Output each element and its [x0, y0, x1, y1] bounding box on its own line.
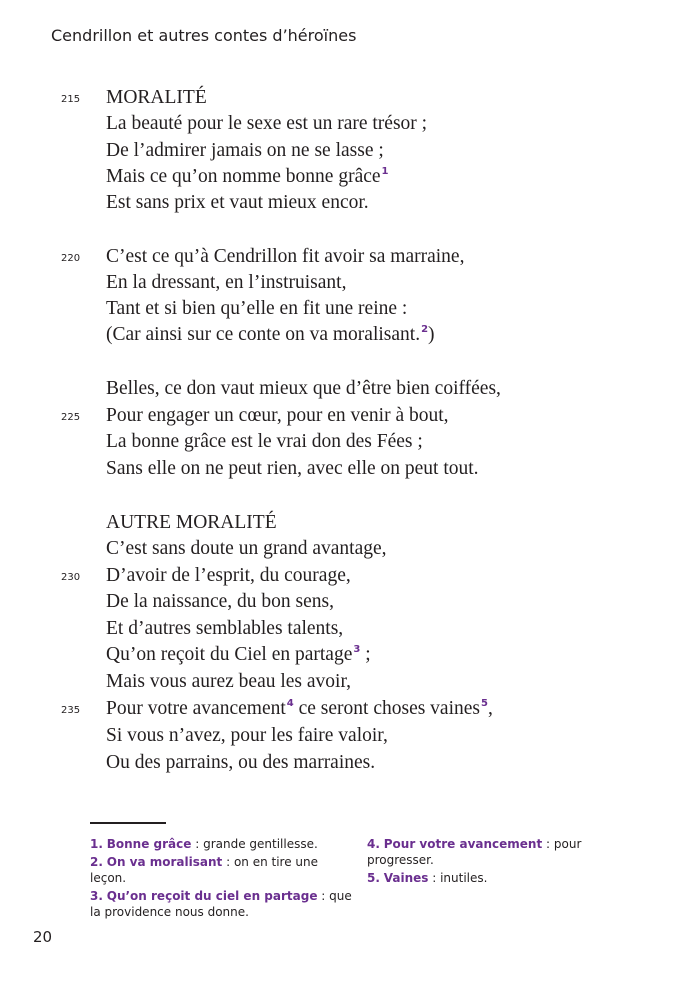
verse-text: Sans elle on ne peut rien, avec elle on peut tout.	[106, 458, 479, 479]
footnote-number: 1.	[90, 837, 103, 851]
verse-text: La bonne grâce est le vrai don des Fées ;	[106, 431, 423, 452]
page-number: 20	[33, 928, 53, 946]
verse-text: AUTRE MORALITÉ	[106, 512, 277, 533]
verse-line	[106, 537, 387, 561]
footnote	[367, 870, 597, 886]
verse-text: Ou des parrains, ou des marraines.	[106, 752, 376, 773]
footnote-marker[interactable]: 1	[381, 166, 389, 177]
verse-text: Pour engager un cœur, pour en venir à bout,	[106, 405, 449, 426]
verse-line	[106, 430, 423, 454]
verse-text: Est sans prix et vaut mieux encor.	[106, 192, 369, 213]
footnote	[90, 854, 355, 886]
verse-text: Pour votre avancement	[106, 698, 286, 719]
verse-line	[106, 457, 479, 481]
verse-text: Et d’autres semblables talents,	[106, 618, 344, 639]
verse-text: Mais ce qu’on nomme bonne grâce	[106, 166, 381, 187]
footnote-term: Pour votre avancement	[383, 837, 543, 851]
footnote-definition: : que la providence nous donne.	[90, 889, 352, 919]
footnote-marker[interactable]: 2	[421, 324, 429, 335]
footnote-number: 4.	[367, 837, 380, 851]
footnote-term: Vaines	[383, 871, 429, 885]
verse-line	[106, 697, 493, 724]
verse-text: La beauté pour le sexe est un rare trésor ;	[106, 113, 428, 134]
footnote-marker[interactable]: 3	[353, 644, 361, 655]
verse-line	[106, 323, 435, 350]
verse-line	[106, 86, 207, 110]
verse-line	[106, 564, 351, 588]
footnote-number: 3.	[90, 889, 103, 903]
verse-line	[106, 511, 277, 535]
verse-line	[106, 165, 389, 192]
footnote-definition: : inutiles.	[428, 871, 488, 885]
verse-line	[106, 191, 369, 215]
verse-line	[106, 617, 343, 641]
verse-text: MORALITÉ	[106, 87, 207, 108]
verse-line	[106, 377, 501, 401]
verse-line	[106, 139, 384, 163]
footnotes-left-column	[90, 836, 355, 922]
verse-line	[106, 670, 351, 694]
footnote-definition: : grande gentillesse.	[191, 837, 318, 851]
verse-line	[106, 404, 449, 428]
running-title: Cendrillon et autres contes d’héroïnes	[51, 26, 357, 45]
verse-text: En la dressant, en l’instruisant,	[106, 272, 347, 293]
verse-line	[106, 271, 346, 295]
footnote	[90, 888, 355, 920]
footnote-term: Bonne grâce	[106, 837, 192, 851]
verse-text: D’avoir de l’esprit, du courage,	[106, 565, 351, 586]
footnote-definition: : on en tire une leçon.	[90, 855, 319, 885]
footnote-marker[interactable]: 5	[481, 698, 488, 709]
verse-line	[106, 245, 464, 269]
line-number: 225	[61, 412, 81, 423]
verse-text: )	[428, 324, 435, 345]
verse-text: Belles, ce don vaut mieux que d’être bien coiffées,	[106, 378, 501, 399]
footnote-term: On va moralisant	[106, 855, 223, 869]
verse-text: Si vous n’avez, pour les faire valoir,	[106, 725, 388, 746]
line-number: 215	[61, 94, 81, 105]
footnote-definition: : pour progresser.	[367, 837, 582, 867]
footnote-rule	[90, 822, 166, 824]
verse-text: Tant et si bien qu’elle en fit une reine :	[106, 298, 408, 319]
verse-text: De la naissance, du bon sens,	[106, 591, 334, 612]
verse-text: C’est ce qu’à Cendrillon fit avoir sa marraine,	[106, 246, 465, 267]
verse-line	[106, 297, 407, 321]
verse-text: ;	[360, 644, 371, 665]
line-number: 220	[61, 253, 81, 264]
footnote-marker[interactable]: 4	[286, 698, 294, 709]
verse-text: Qu’on reçoit du Ciel en partage	[106, 644, 353, 665]
verse-line	[106, 751, 375, 775]
footnote	[367, 836, 597, 868]
verse-line	[106, 724, 388, 748]
verse-text: (Car ainsi sur ce conte on va moralisant.	[106, 324, 421, 345]
footnote-number: 2.	[90, 855, 103, 869]
verse-text: ce seront choses vaines	[293, 698, 481, 719]
footnote-term: Qu’on reçoit du ciel en partage	[106, 889, 318, 903]
verse-line	[106, 112, 427, 136]
verse-line	[106, 643, 371, 670]
verse-text: C’est sans doute un grand avantage,	[106, 538, 387, 559]
footnote-number: 5.	[367, 871, 380, 885]
verse-text: De l’admirer jamais on ne se lasse ;	[106, 140, 384, 161]
verse-text: ,	[487, 698, 493, 719]
line-number: 230	[61, 572, 81, 583]
line-number: 235	[61, 705, 81, 716]
verse-line	[106, 590, 334, 614]
footnote	[90, 836, 355, 852]
verse-text: Mais vous aurez beau les avoir,	[106, 671, 352, 692]
footnotes-right-column	[367, 836, 597, 888]
